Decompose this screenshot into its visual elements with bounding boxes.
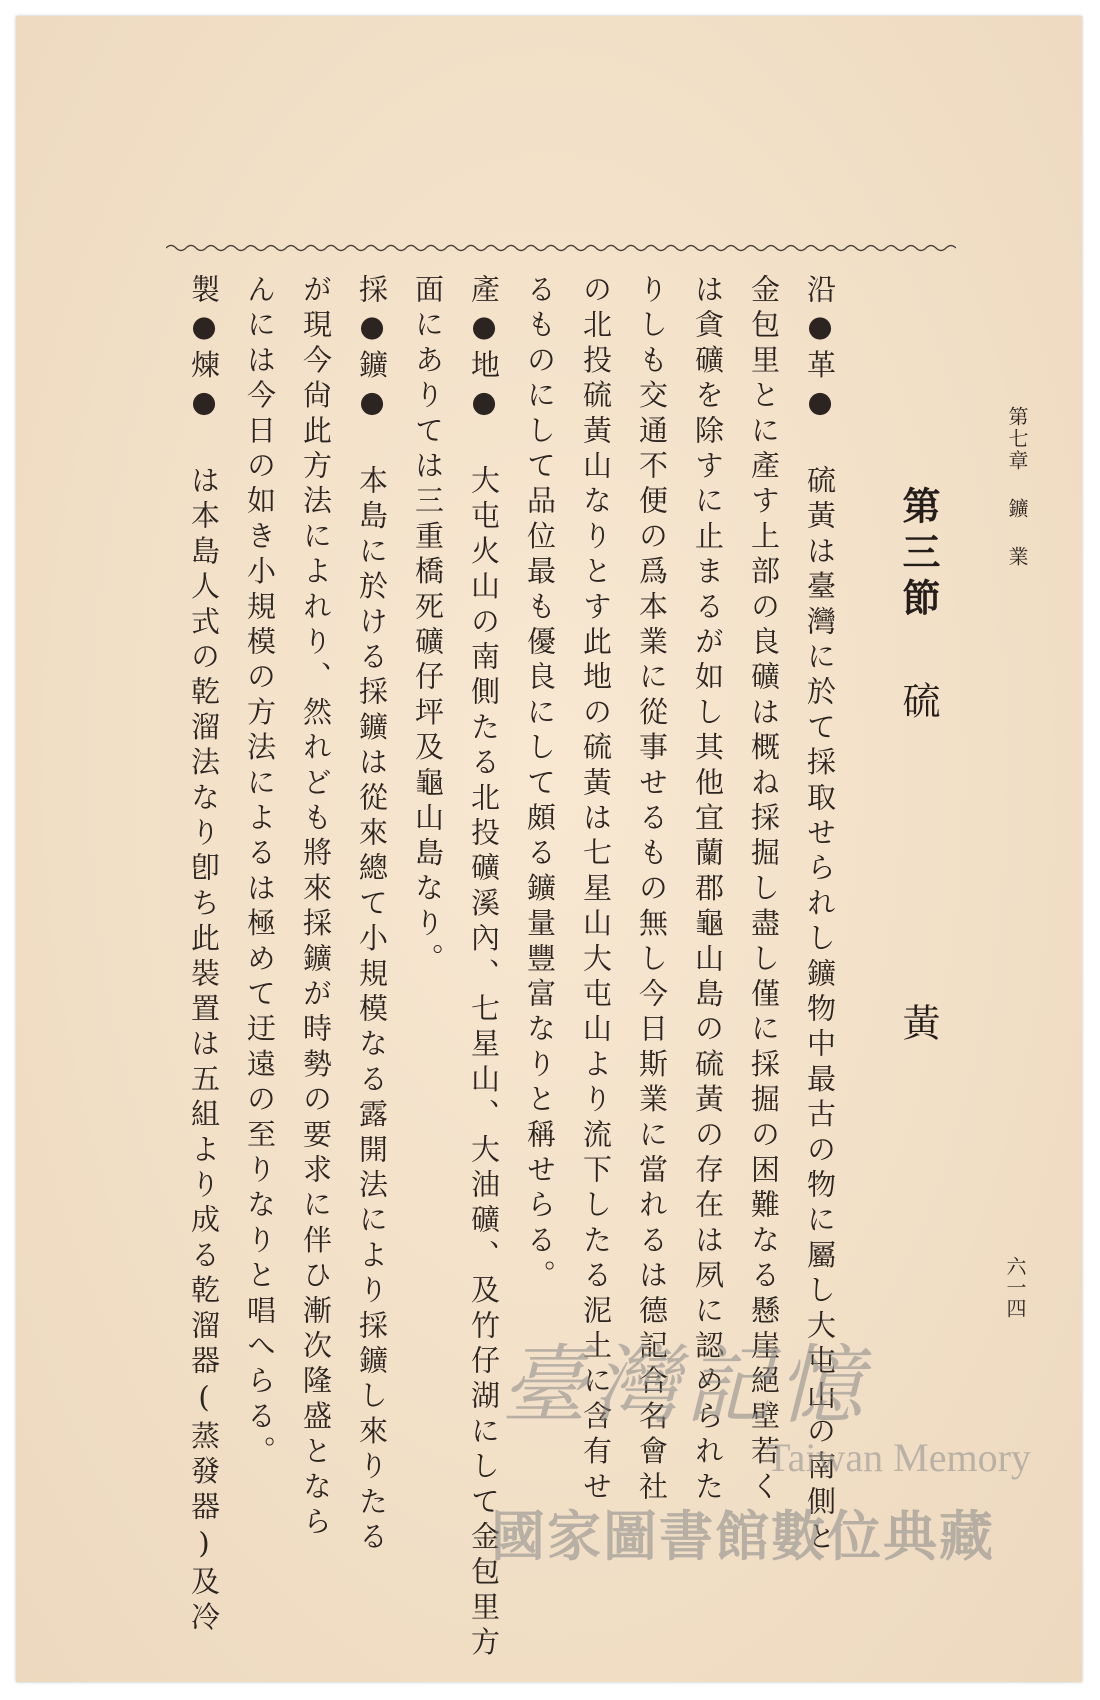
section-number: 第三節 [896,486,941,624]
text-column-3: は貪礦を除すに止まるが如し其他宜蘭郡龜山島の硫黃の存在は夙に認められた [691,274,725,1506]
text-column-5: の北投硫黃山なりとす此地の硫黃は七星山大屯山より流下したる泥土に含有せ [579,274,613,1506]
watermark-script-text: 臺灣記憶 [501,1336,869,1436]
text-column-2: 金包里とに產す上部の良礦は概ね採掘し盡し僅に採掘の困難なる懸崖絕壁若く [747,274,781,1506]
text-column-1: 沿●革● 硫黃は臺灣に於て採取せられし鑛物中最古の物に屬し大屯山の南側と [803,274,837,1557]
decorative-wavy-rule [166,242,956,254]
watermark-latin-text: Taiwan Memory [766,1435,1031,1480]
text-column-7: 產●地● 大屯火山の南側たる北投礦溪內、七星山、大油礦、及竹仔湖にして金包里方 [467,274,501,1662]
page-number: 六一四 [1003,1256,1027,1319]
watermark-institution-text: 國家圖書館數位典藏 [491,1505,995,1568]
text-column-10: が現今尙此方法によれり、然れども將來採鑛が時勢の要求に伴ひ漸次隆盛となら [299,274,333,1542]
text-column-4: りしも交通不便の爲本業に從事せるもの無し今日斯業に當れるは德記合名會社 [635,274,669,1506]
document-page [16,16,1082,1682]
running-head: 第七章 鑛 業 [1005,406,1029,568]
text-column-12: 製●煉● は本島人式の乾溜法なり卽ち此裝置は五組より成る乾溜器(蒸發器)及冷 [187,274,221,1637]
text-column-6: るものにして品位最も優良にして頗る鑛量豐富なりと稱せらる。 [523,274,557,1295]
text-column-8: 面にありては三重橋死礦仔坪及龜山島なり。 [411,274,445,978]
text-column-11: んには今日の如き小規模の方法によるは極めて迂遠の至りなりと唱へらる。 [243,274,277,1471]
section-topic: 硫 黃 [896,681,940,1161]
text-column-9: 採●鑛● 本島に於ける採鑛は從來總て小規模なる露開法により採鑛し來りたる [355,274,389,1557]
